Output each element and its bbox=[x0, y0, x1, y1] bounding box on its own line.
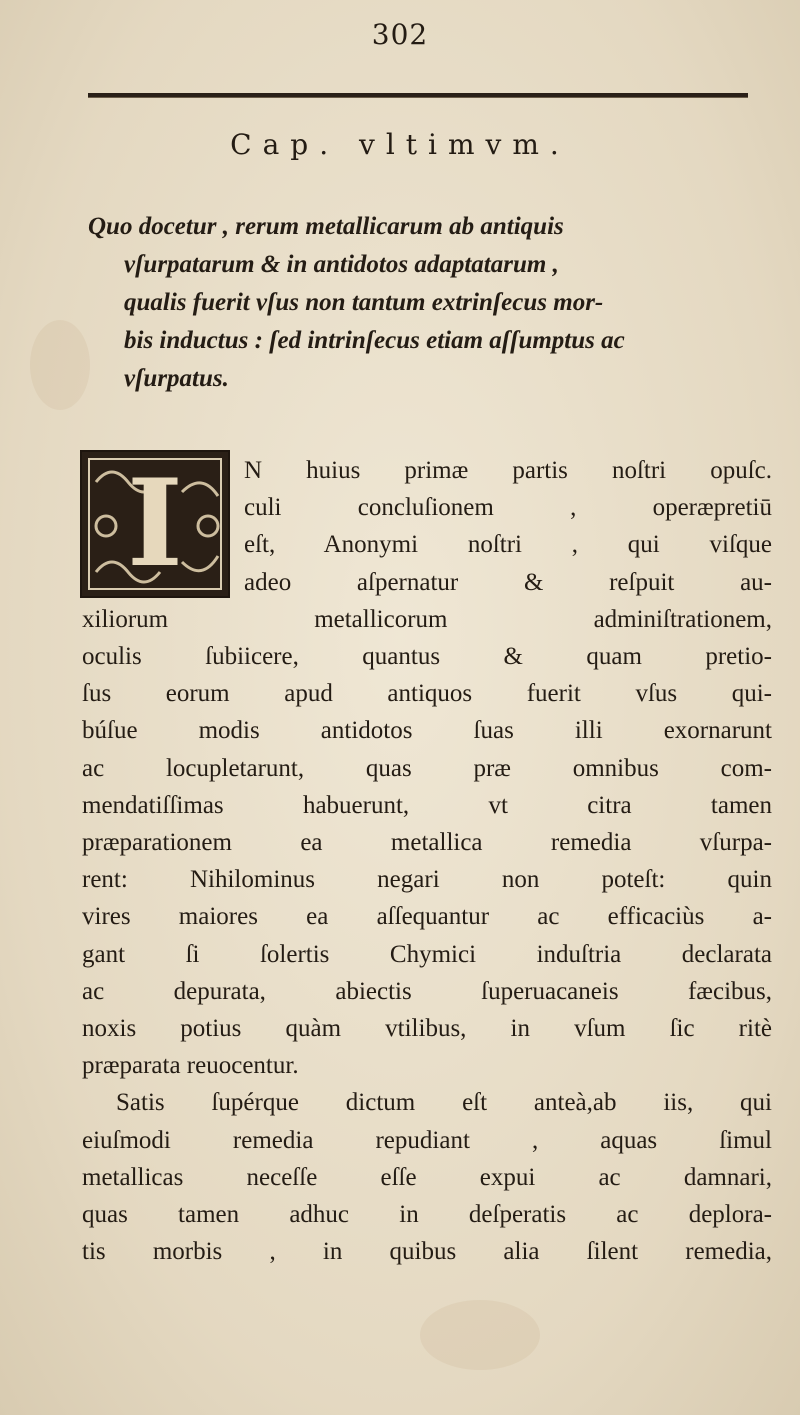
text-line: adeo aſpernatur & reſpuit au- bbox=[244, 568, 772, 596]
text-line: quas tamen adhuc in deſperatis ac deplora- bbox=[82, 1201, 772, 1229]
summary-line: Quo docetur , rerum metallicarum ab antiquis bbox=[88, 213, 564, 240]
chapter-summary bbox=[88, 208, 760, 398]
text-line: culi concluſionem , operæpretiū bbox=[244, 494, 772, 522]
chapter-title: Cap. vltimvm. bbox=[230, 128, 570, 161]
text-line: ſus eorum apud antiquos fuerit vſus qui- bbox=[82, 680, 772, 708]
header-rule bbox=[88, 93, 748, 98]
text-line: eiuſmodi remedia repudiant , aquas ſimul bbox=[82, 1126, 772, 1154]
text-line: búſue modis antidotos ſuas illi exornarunt bbox=[82, 717, 772, 745]
text-line: metallicas neceſſe eſſe expui ac damnari, bbox=[82, 1163, 772, 1191]
text-line: ac depurata, abiectis ſuperuacaneis fæcibus, bbox=[82, 977, 772, 1005]
paper-stain bbox=[30, 320, 90, 410]
summary-line: qualis fuerit vſus non tantum extrinſecus mor- bbox=[124, 289, 604, 316]
summary-line: bis inductus : ſed intrinſecus etiam aſſumptus ac bbox=[124, 327, 625, 354]
text-line: præparationem ea metallica remedia vſurpa- bbox=[82, 829, 772, 857]
text-line: tis morbis , in quibus alia ſilent remedia, bbox=[82, 1238, 772, 1266]
summary-line: vſurpatarum & in antidotos adaptatarum , bbox=[124, 251, 559, 278]
text-line: oculis ſubiicere, quantus & quam pretio- bbox=[82, 643, 772, 671]
text-line: rent: Nihilominus negari non poteſt: quin bbox=[82, 866, 772, 894]
text-line: N huius primæ partis noſtri opuſc. bbox=[244, 457, 772, 484]
text-line: Satis ſupérque dictum eſt anteà,ab iis, qui bbox=[116, 1089, 772, 1117]
text-line: vires maiores ea aſſequantur ac efficaciùs a- bbox=[82, 903, 772, 931]
page-number: 302 bbox=[371, 18, 429, 51]
text-line: ac locupletarunt, quas præ omnibus com- bbox=[82, 754, 772, 782]
text-line: xiliorum metallicorum adminiſtrationem, bbox=[82, 605, 772, 633]
text-line: noxis potius quàm vtilibus, in vſum ſic ritè bbox=[82, 1015, 772, 1043]
text-line: eſt, Anonymi noſtri , qui viſque bbox=[244, 531, 772, 559]
text-line: gant ſi ſolertis Chymici induſtria declarata bbox=[82, 940, 772, 968]
body-text bbox=[82, 452, 772, 1270]
text-line: præparata reuocentur. bbox=[82, 1052, 299, 1080]
paper-stain bbox=[420, 1300, 540, 1370]
text-line: mendatiſſimas habuerunt, vt citra tamen bbox=[82, 791, 772, 819]
initial-letter: I bbox=[126, 453, 184, 594]
summary-line: vſurpatus. bbox=[124, 365, 229, 392]
